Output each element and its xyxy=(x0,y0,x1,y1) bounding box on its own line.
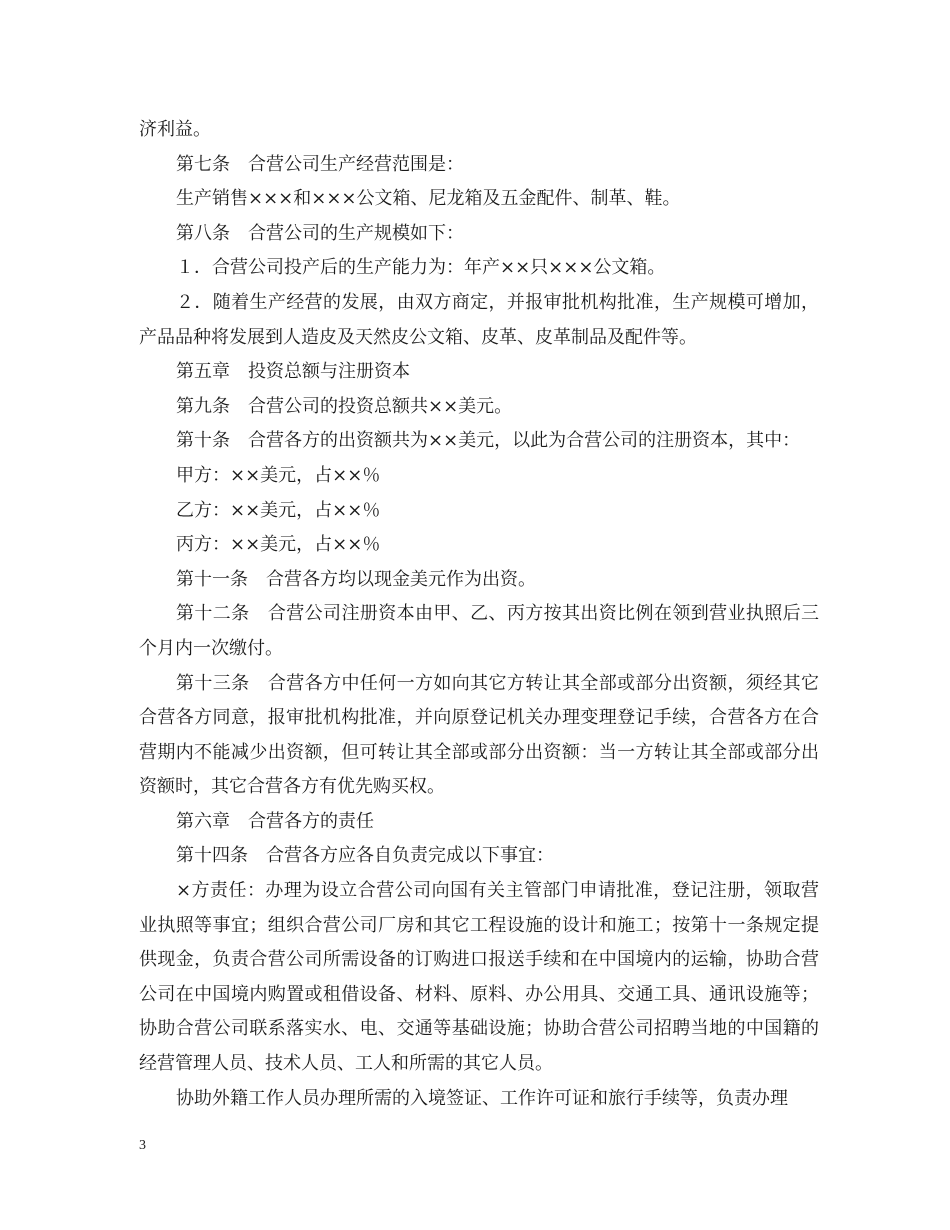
article-12: 第十二条 合营公司注册资本由甲、乙、丙方按其出资比例在领到营业执照后三个月内一次缴付。 xyxy=(139,603,819,659)
document-body xyxy=(139,113,819,1116)
article-8-heading: 第八条 合营公司的生产规模如下： xyxy=(176,222,464,244)
article-10-heading: 第十条 合营各方的出资额共为××美元，以此为合营公司的注册资本，其中： xyxy=(176,430,801,452)
article-11: 第十一条 合营各方均以现金美元作为出资。 xyxy=(176,568,536,590)
page-number: 3 xyxy=(139,1138,146,1153)
paragraph: 济利益。 xyxy=(139,119,211,140)
list-item: １．合营公司投产后的生产能力为：年产××只×××公文箱。 xyxy=(176,257,666,279)
party-a-share: 甲方：××美元，占××％ xyxy=(176,464,381,486)
paragraph: 生产销售×××和×××公文箱、尼龙箱及五金配件、制革、鞋。 xyxy=(176,188,681,210)
party-responsibilities: ×方责任：办理为设立合营公司向国有关主管部门申请批准，登记注册，领取营业执照等事宜；组织合营公司厂房和其它工程设施的设计和施工；按第十一条规定提供现金，负责合营公司所需设备的订购进口报送手续和在中国境内的运输，协助合营公司在中国境内购置或租借设备、材料、原料、办公用具、交通工具、通讯设施等；协助合营公司联系落实水、电、交通等基础设施；协助合营公司招聘当地的中国籍的经营管理人员、技术人员、工人和所需的其它人员。 xyxy=(139,880,819,1075)
article-14: 第十四条 合营各方应各自负责完成以下事宜： xyxy=(176,845,554,867)
article-13: 第十三条 合营各方中任何一方如向其它方转让其全部或部分出资额，须经其它合营各方同意，报审批机构批准，并向原登记机关办理变理登记手续，合营各方在合营期内不能减少出资额，但可转让其全部或部分出资额：当一方转让其全部或部分出资额时，其它合营各方有优先购买权。 xyxy=(139,672,819,798)
party-b-share: 乙方：××美元，占××％ xyxy=(176,499,381,521)
paragraph: 协助外籍工作人员办理所需的入境签证、工作许可证和旅行手续等，负责办理 xyxy=(176,1087,788,1109)
chapter-6-heading: 第六章 合营各方的责任 xyxy=(176,810,374,832)
chapter-5-heading: 第五章 投资总额与注册资本 xyxy=(176,361,410,383)
list-item: ２．随着生产经营的发展，由双方商定，并报审批机构批准，生产规模可增加，产品品种将发展到人造皮及天然皮公文箱、皮革、皮革制品及配件等。 xyxy=(139,291,819,348)
article-7-heading: 第七条 合营公司生产经营范围是： xyxy=(176,153,464,175)
article-9-heading: 第九条 合营公司的投资总额共××美元。 xyxy=(176,395,513,417)
party-c-share: 丙方：××美元，占××％ xyxy=(176,534,381,556)
